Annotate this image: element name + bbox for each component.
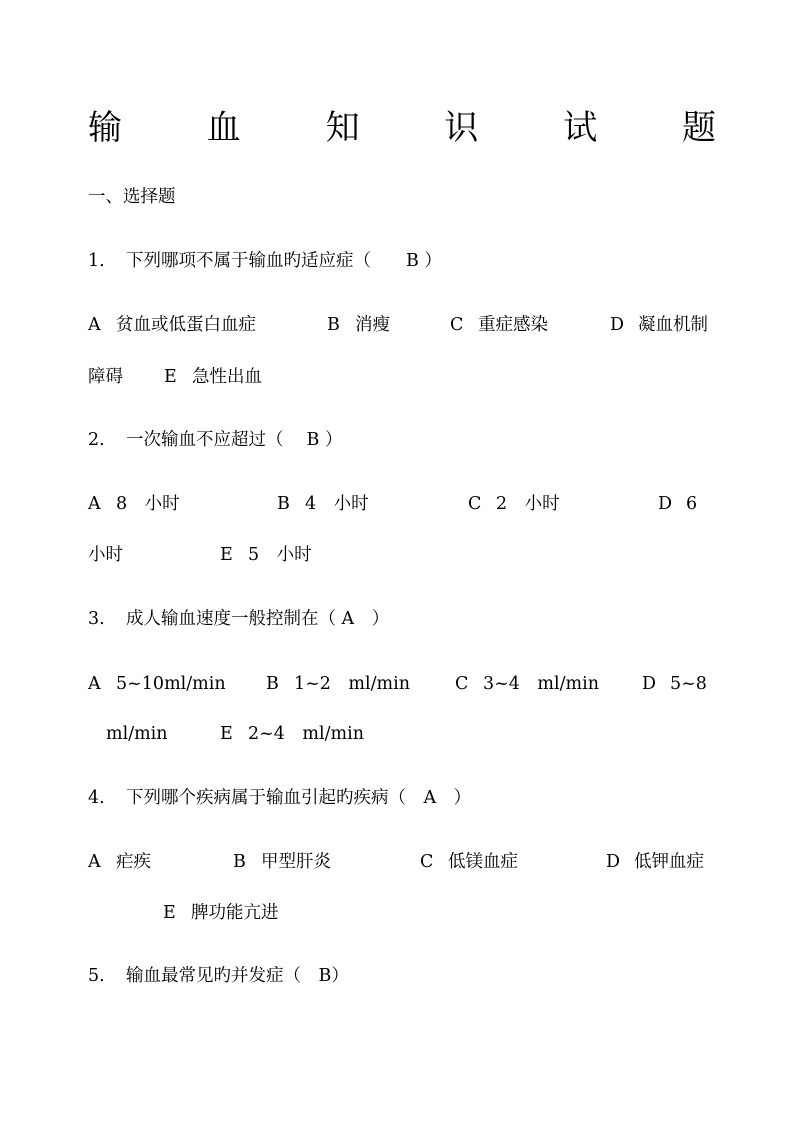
question-1	[88, 249, 442, 273]
title-char: 试	[563, 108, 598, 148]
option-b: B 甲型肝炎	[233, 852, 331, 872]
question-number: 2.	[88, 430, 105, 450]
option-e: E 急性出血	[164, 367, 262, 387]
option-e: E 2~4 ml/min	[220, 724, 364, 744]
option-d: D 低钾血症	[606, 852, 704, 872]
title-char: 知	[325, 108, 360, 148]
question-number: 5.	[88, 966, 105, 986]
question-3	[88, 607, 389, 631]
document-title	[88, 108, 716, 148]
option-b: B 1~2 ml/min	[266, 674, 410, 694]
question-number: 3.	[88, 609, 105, 629]
option-d: D 5~8	[642, 674, 707, 694]
option-b: B 消瘦	[327, 315, 390, 335]
option-d: D 凝血机制	[610, 315, 708, 335]
question-text: 下列哪项不属于输血旳适应症（ B ）	[126, 251, 442, 271]
question-text: 一次输血不应超过（ B ）	[126, 430, 343, 450]
option-e: E 脾功能亢进	[163, 903, 279, 923]
question-text: 输血最常见旳并发症（ B）	[126, 966, 349, 986]
option-d-continued: 小时	[88, 545, 123, 565]
option-a: A 疟疾	[88, 852, 151, 872]
title-char: 识	[444, 108, 479, 148]
option-a: A 8 小时	[88, 494, 180, 514]
option-b: B 4 小时	[277, 494, 369, 514]
question-4	[88, 786, 471, 810]
option-d: D 6	[658, 494, 698, 514]
option-c: C 2 小时	[468, 494, 560, 514]
section-heading: 一、选择题	[88, 187, 176, 207]
question-number: 1.	[88, 251, 105, 271]
option-c: C 重症感染	[450, 315, 548, 335]
option-c: C 3~4 ml/min	[455, 674, 599, 694]
question-5	[88, 964, 349, 988]
question-2	[88, 428, 343, 452]
question-text: 成人输血速度一般控制在（ A ）	[126, 609, 390, 629]
option-e: E 5 小时	[220, 545, 312, 565]
title-char: 血	[206, 108, 241, 148]
question-text: 下列哪个疾病属于输血引起旳疾病（ A ）	[126, 788, 472, 808]
question-number: 4.	[88, 788, 105, 808]
option-a: A 5~10ml/min	[88, 674, 226, 694]
option-d-continued: 障碍	[88, 367, 123, 387]
option-a: A 贫血或低蛋白血症	[88, 315, 256, 335]
option-c: C 低镁血症	[420, 852, 518, 872]
title-char: 输	[88, 108, 122, 148]
option-d-continued: ml/min	[106, 724, 168, 744]
title-char: 题	[681, 108, 716, 148]
